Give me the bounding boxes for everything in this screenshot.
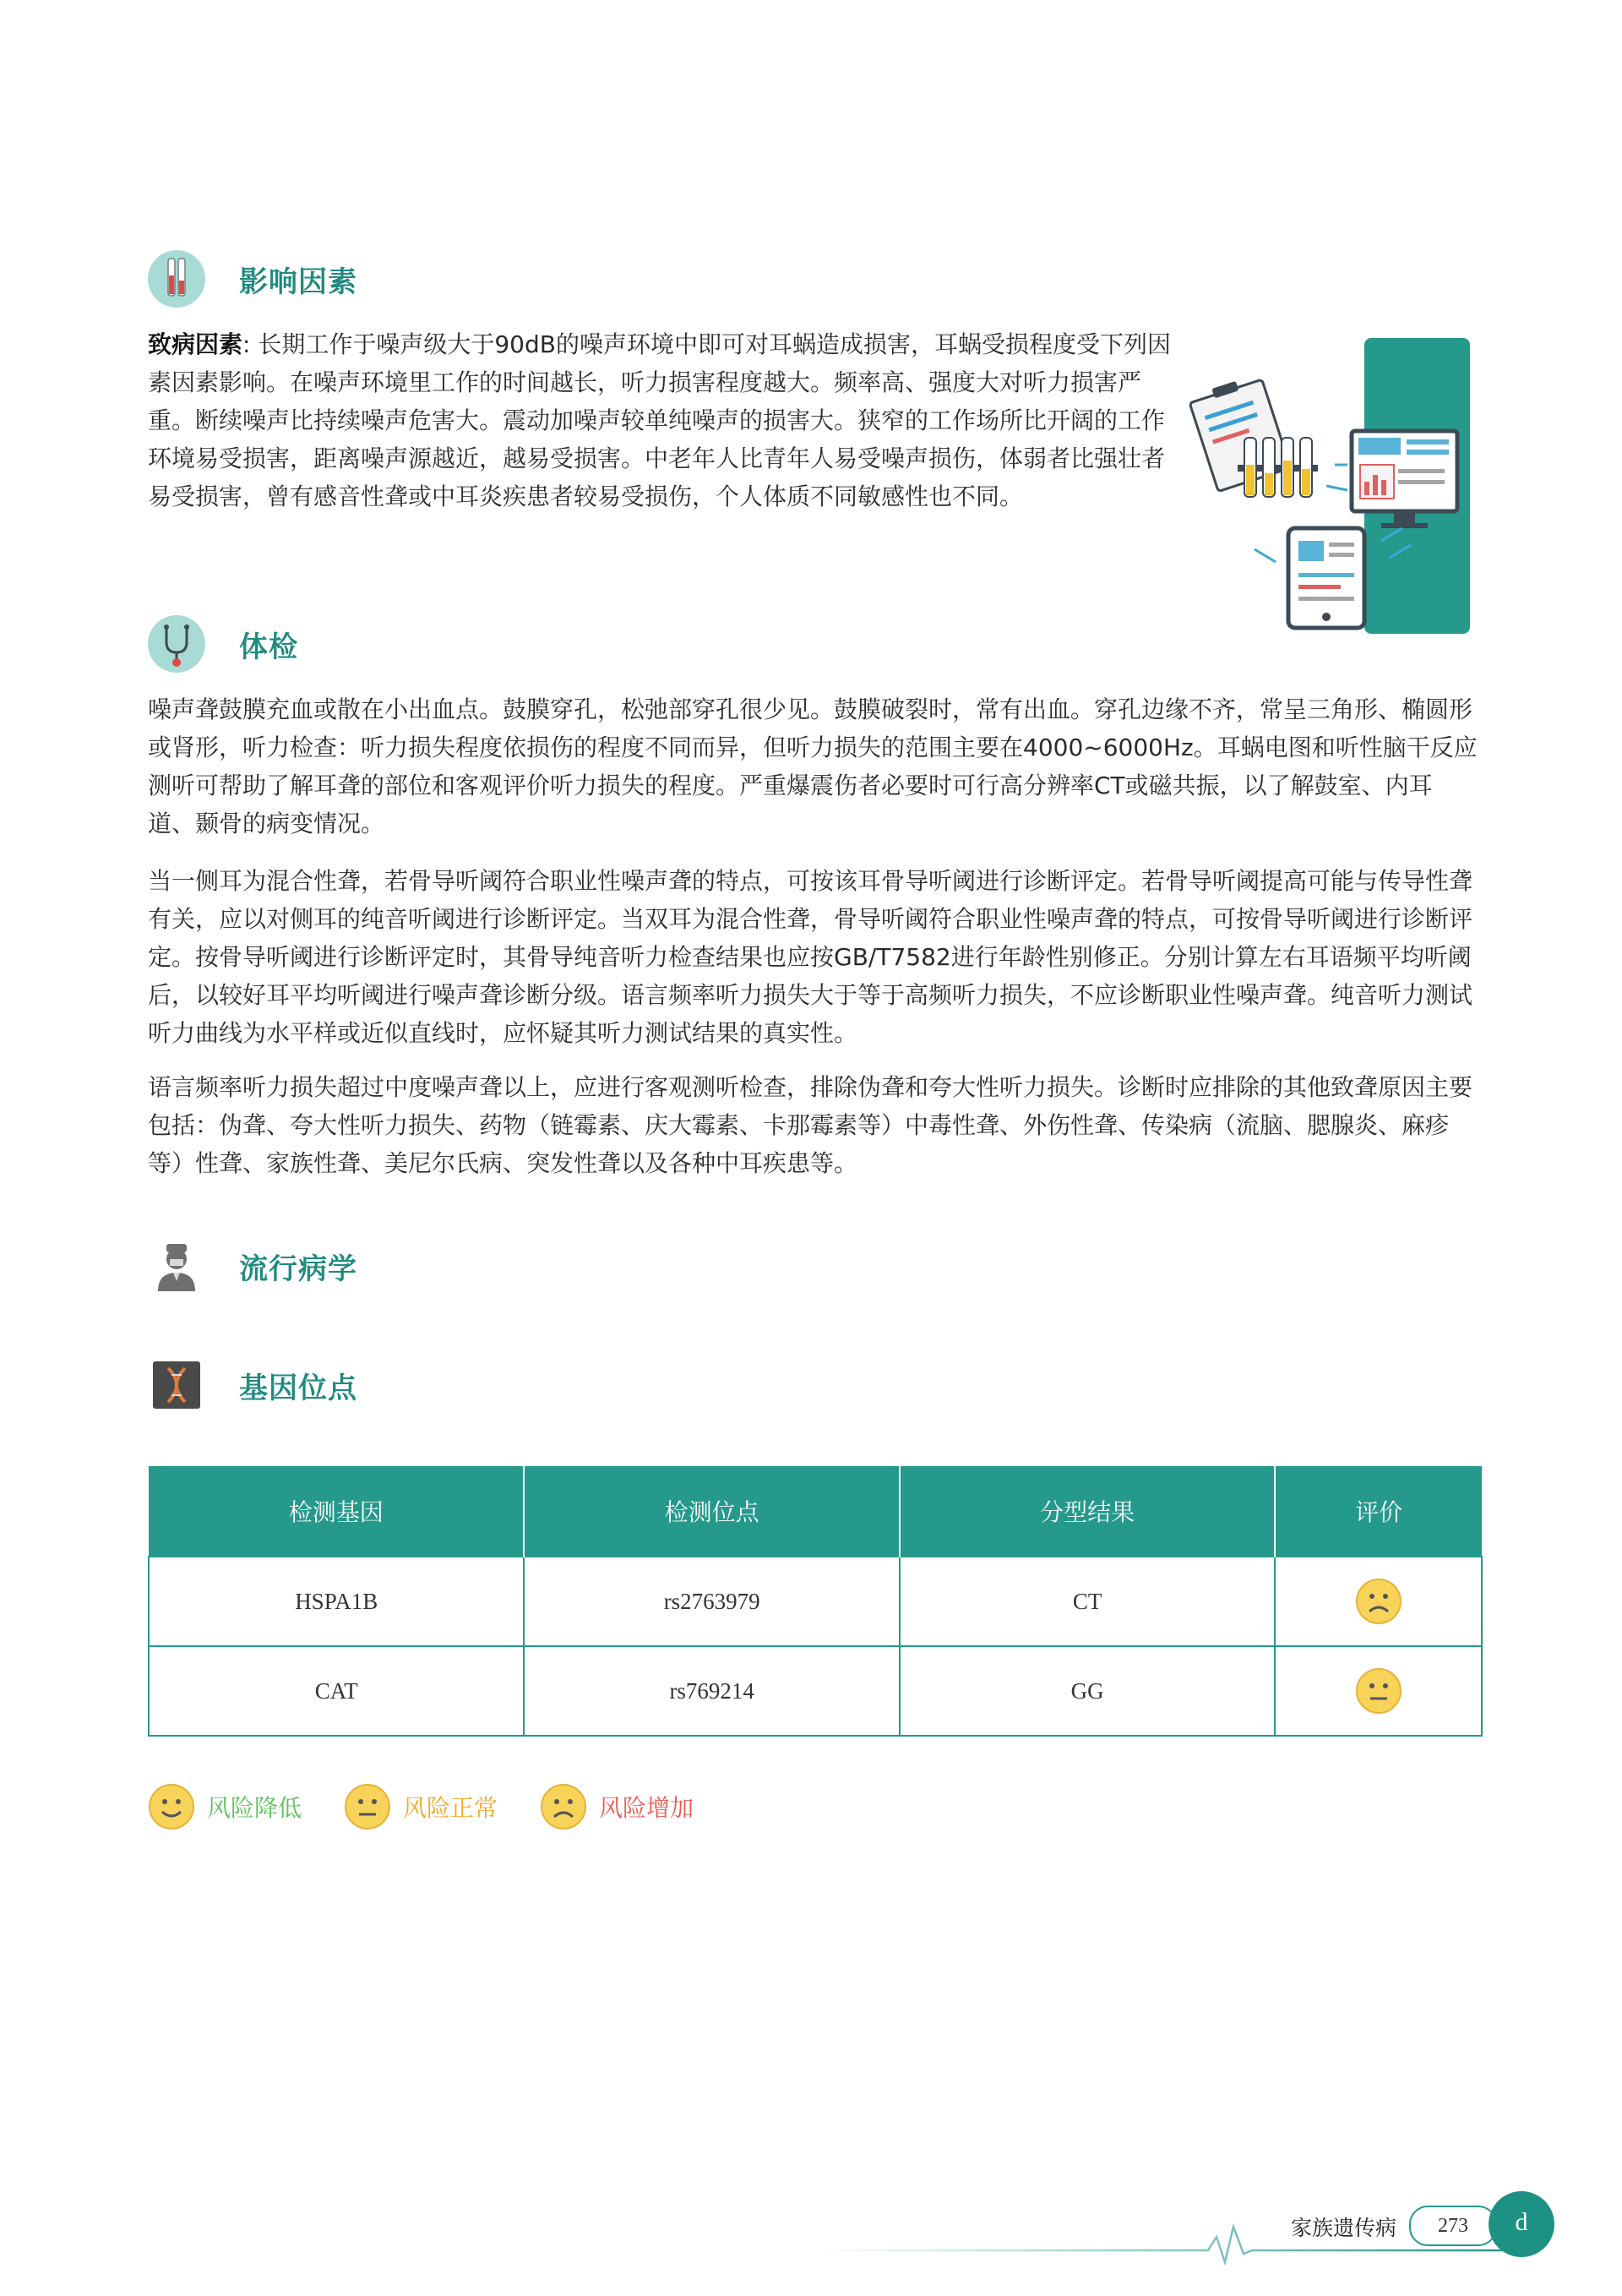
dna-icon bbox=[148, 1356, 205, 1414]
cell-locus: rs769214 bbox=[524, 1646, 899, 1736]
smile-face-icon bbox=[148, 1783, 195, 1830]
legend-label-high: 风险增加 bbox=[599, 1794, 694, 1822]
cell-gene: CAT bbox=[149, 1646, 524, 1736]
footer-title: 家族遗传病 bbox=[1291, 2216, 1397, 2240]
legend-item-high bbox=[540, 1783, 694, 1830]
page-badge: d bbox=[1489, 2191, 1554, 2257]
exam-paragraph-2: 当一侧耳为混合性聋，若骨导听阈符合职业性噪声聋的特点，可按该耳骨导听阈进行诊断评定。若骨导听阈提高可能与传导性聋有关，应以对侧耳的纯音听阈进行诊断评定。当双耳为混合性聋，骨导听阈符合职业性噪声聋的特点，可按骨导听阈进行诊断评定。按骨导听阈进行诊断评定时，其骨导纯音听力检查结果也应按GB/T7582进行年龄性别修正。分别计算左右耳语频平均听阈后，以较好耳平均听阈进行噪声聋诊断分级。语言频率听力损失大于等于高频听力损失，不应诊断职业性噪声聋。纯音听力测试听力曲线为水平样或近似直线时，应怀疑其听力测试结果的真实性。 bbox=[148, 867, 1473, 1047]
cell-locus: rs2763979 bbox=[524, 1557, 899, 1646]
page-number: 273 bbox=[1409, 2206, 1497, 2246]
legend-item-normal bbox=[344, 1783, 498, 1830]
risk-legend bbox=[148, 1783, 736, 1830]
doctor-icon bbox=[148, 1237, 205, 1295]
test-tubes-icon bbox=[148, 250, 205, 308]
section-header-epidemiology bbox=[148, 1237, 357, 1295]
header-gene: 检测基因 bbox=[149, 1466, 524, 1557]
section-title-locus: 基因位点 bbox=[239, 1371, 357, 1405]
neutral-face-icon bbox=[344, 1783, 391, 1830]
table-row bbox=[149, 1557, 1482, 1646]
section-title-epidemiology: 流行病学 bbox=[239, 1252, 357, 1286]
neutral-face-icon bbox=[1355, 1667, 1402, 1715]
factors-label: 致病因素 bbox=[148, 330, 243, 358]
header-rating: 评价 bbox=[1275, 1466, 1482, 1557]
cell-rating bbox=[1275, 1557, 1482, 1646]
section-header-factors bbox=[148, 250, 357, 308]
cell-rating bbox=[1275, 1646, 1482, 1736]
table-header-row bbox=[149, 1466, 1482, 1557]
factors-paragraph bbox=[148, 325, 1178, 515]
exam-paragraph-3: 语言频率听力损失超过中度噪声聋以上，应进行客观测听检查，排除伪聋和夸大性听力损失。诊断时应排除的其他致聋原因主要包括：伪聋、夸大性听力损失、药物（链霉素、庆大霉素、卡那霉素等）中毒性聋、外伤性聋、传染病（流脑、腮腺炎、麻疹等）性聋、家族性聋、美尼尔氏病、突发性聋以及各种中耳疾患等。 bbox=[148, 1073, 1473, 1177]
exam-paragraph-1: 噪声聋鼓膜充血或散在小出血点。鼓膜穿孔，松弛部穿孔很少见。鼓膜破裂时，常有出血。穿孔边缘不齐，常呈三角形、椭圆形或肾形，听力检查：听力损失程度依损伤的程度不同而异，但听力损失的范围主要在4000~6000Hz。耳蜗电图和听性脑干反应测听可帮助了解耳聋的部位和客观评价听力损失的程度。严重爆震伤者必要时可行高分辨率CT或磁共振，以了解鼓室、内耳道、颞骨的病变情况。 bbox=[148, 695, 1478, 837]
heartbeat-line bbox=[811, 2201, 1504, 2269]
cell-genotype: CT bbox=[900, 1557, 1275, 1646]
legend-label-low: 风险降低 bbox=[207, 1794, 302, 1822]
frown-face-icon bbox=[540, 1783, 587, 1830]
section-header-locus bbox=[148, 1356, 357, 1414]
table-row bbox=[149, 1646, 1482, 1736]
factors-body: : 长期工作于噪声级大于90dB的噪声环境中即可对耳蜗造成损害，耳蜗受损程度受下列因素因素影响。在噪声环境里工作的时间越长，听力损害程度越大。频率高、强度大对听力损害严重。断续噪声比持续噪声危害大。震动加噪声较单纯噪声的损害大。狭窄的工作场所比开阔的工作环境易受损害，距离噪声源越近，越易受损害。中老年人比青年人易受噪声损伤，体弱者比强壮者易受损害，曾有感音性聋或中耳炎疾患者较易受损伤，个人体质不同敏感性也不同。 bbox=[148, 330, 1171, 510]
header-genotype: 分型结果 bbox=[900, 1466, 1275, 1557]
header-locus: 检测位点 bbox=[524, 1466, 899, 1557]
stethoscope-icon bbox=[148, 615, 205, 673]
section-title-factors: 影响因素 bbox=[239, 265, 357, 299]
gene-locus-table bbox=[148, 1466, 1483, 1737]
legend-item-low bbox=[148, 1783, 302, 1830]
legend-label-normal: 风险正常 bbox=[403, 1794, 498, 1822]
cell-genotype: GG bbox=[900, 1646, 1275, 1736]
frown-face-icon bbox=[1355, 1578, 1402, 1625]
medical-report-illustration bbox=[1187, 338, 1474, 642]
section-header-exam bbox=[148, 615, 298, 673]
section-title-exam: 体检 bbox=[239, 630, 298, 664]
cell-gene: HSPA1B bbox=[149, 1557, 524, 1646]
